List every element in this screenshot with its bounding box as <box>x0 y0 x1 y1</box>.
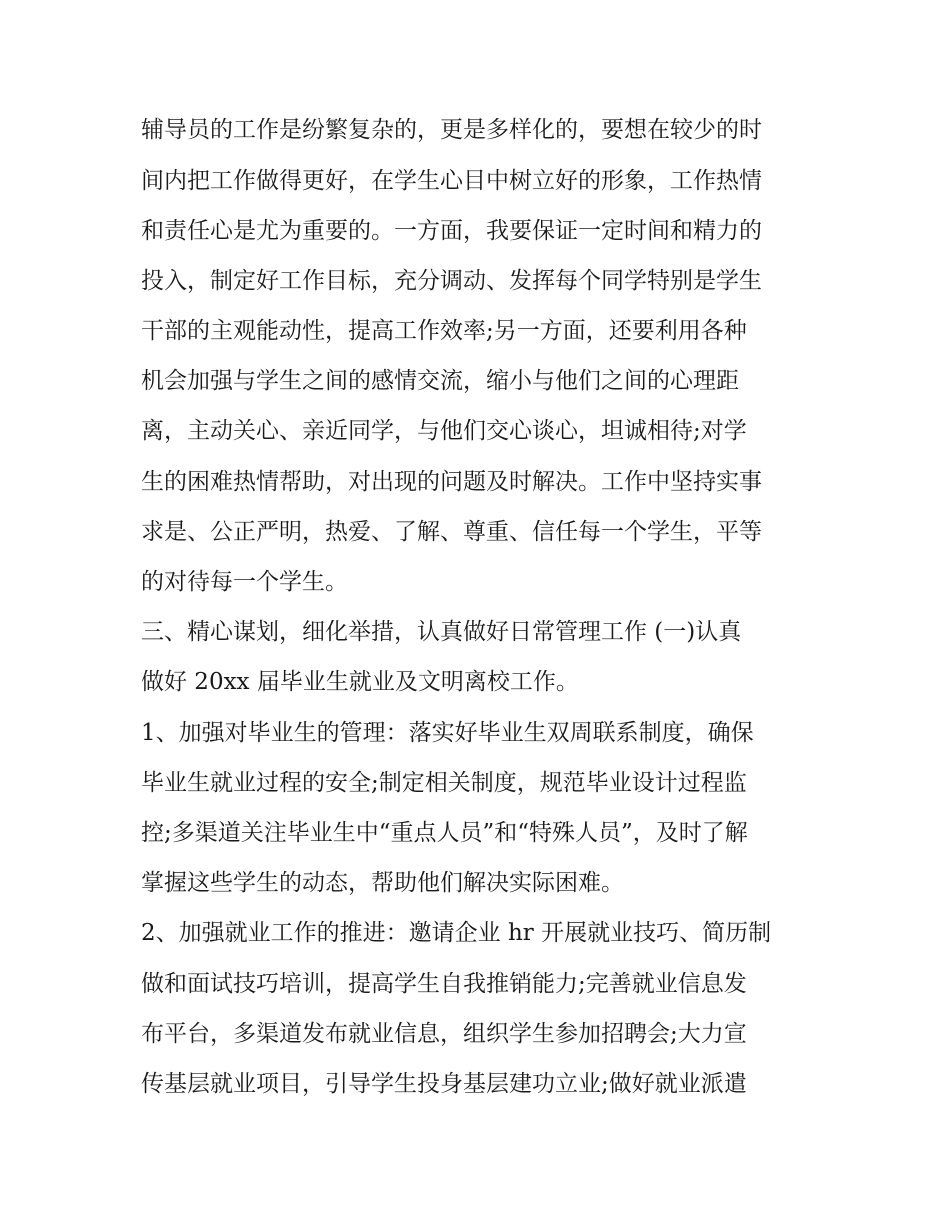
text-line: 离，主动关心、亲近同学，与他们交心谈心，坦诚相待;对学 <box>141 418 747 444</box>
section-heading: 三、精心谋划，细化举措，认真做好日常管理工作 (一)认真 <box>141 619 742 645</box>
text-line: 的对待每一个学生。 <box>141 569 348 595</box>
text-line: 生的困难热情帮助，对出现的问题及时解决。工作中坚持实事 <box>141 469 762 495</box>
text-line: 干部的主观能动性，提高工作效率;另一方面，还要利用各种 <box>141 318 747 344</box>
text-line: 间内把工作做得更好，在学生心目中树立好的形象，工作热情 <box>141 168 762 194</box>
text-line: 掌握这些学生的动态，帮助他们解决实际困难。 <box>141 870 624 896</box>
text-line: 辅导员的工作是纷繁复杂的，更是多样化的，要想在较少的时 <box>141 117 762 143</box>
text-line: 毕业生就业过程的安全;制定相关制度，规范毕业设计过程监 <box>141 770 747 796</box>
text-line: 和责任心是尤为重要的。一方面，我要保证一定时间和精力的 <box>141 218 762 244</box>
text-line: 机会加强与学生之间的感情交流，缩小与他们之间的心理距 <box>141 368 739 394</box>
text-line: 投入，制定好工作目标，充分调动、发挥每个同学特别是学生 <box>141 268 762 294</box>
text-line: 做和面试技巧培训，提高学生自我推销能力;完善就业信息发 <box>141 971 747 997</box>
list-item: 1、加强对毕业生的管理：落实好毕业生双周联系制度，确保 <box>141 720 754 746</box>
text-line: 布平台，多渠道发布就业信息，组织学生参加招聘会;大力宣 <box>141 1021 747 1047</box>
section-heading: 做好 20xx 届毕业生就业及文明离校工作。 <box>141 669 579 695</box>
text-line: 控;多渠道关注毕业生中“重点人员”和“特殊人员”，及时了解 <box>141 820 748 846</box>
text-line: 传基层就业项目，引导学生投身基层建功立业;做好就业派遣 <box>141 1071 747 1097</box>
text-line: 求是、公正严明，热爱、了解、尊重、信任每一个学生，平等 <box>141 519 762 545</box>
list-item: 2、加强就业工作的推进：邀请企业 hr 开展就业技巧、简历制 <box>141 920 772 946</box>
